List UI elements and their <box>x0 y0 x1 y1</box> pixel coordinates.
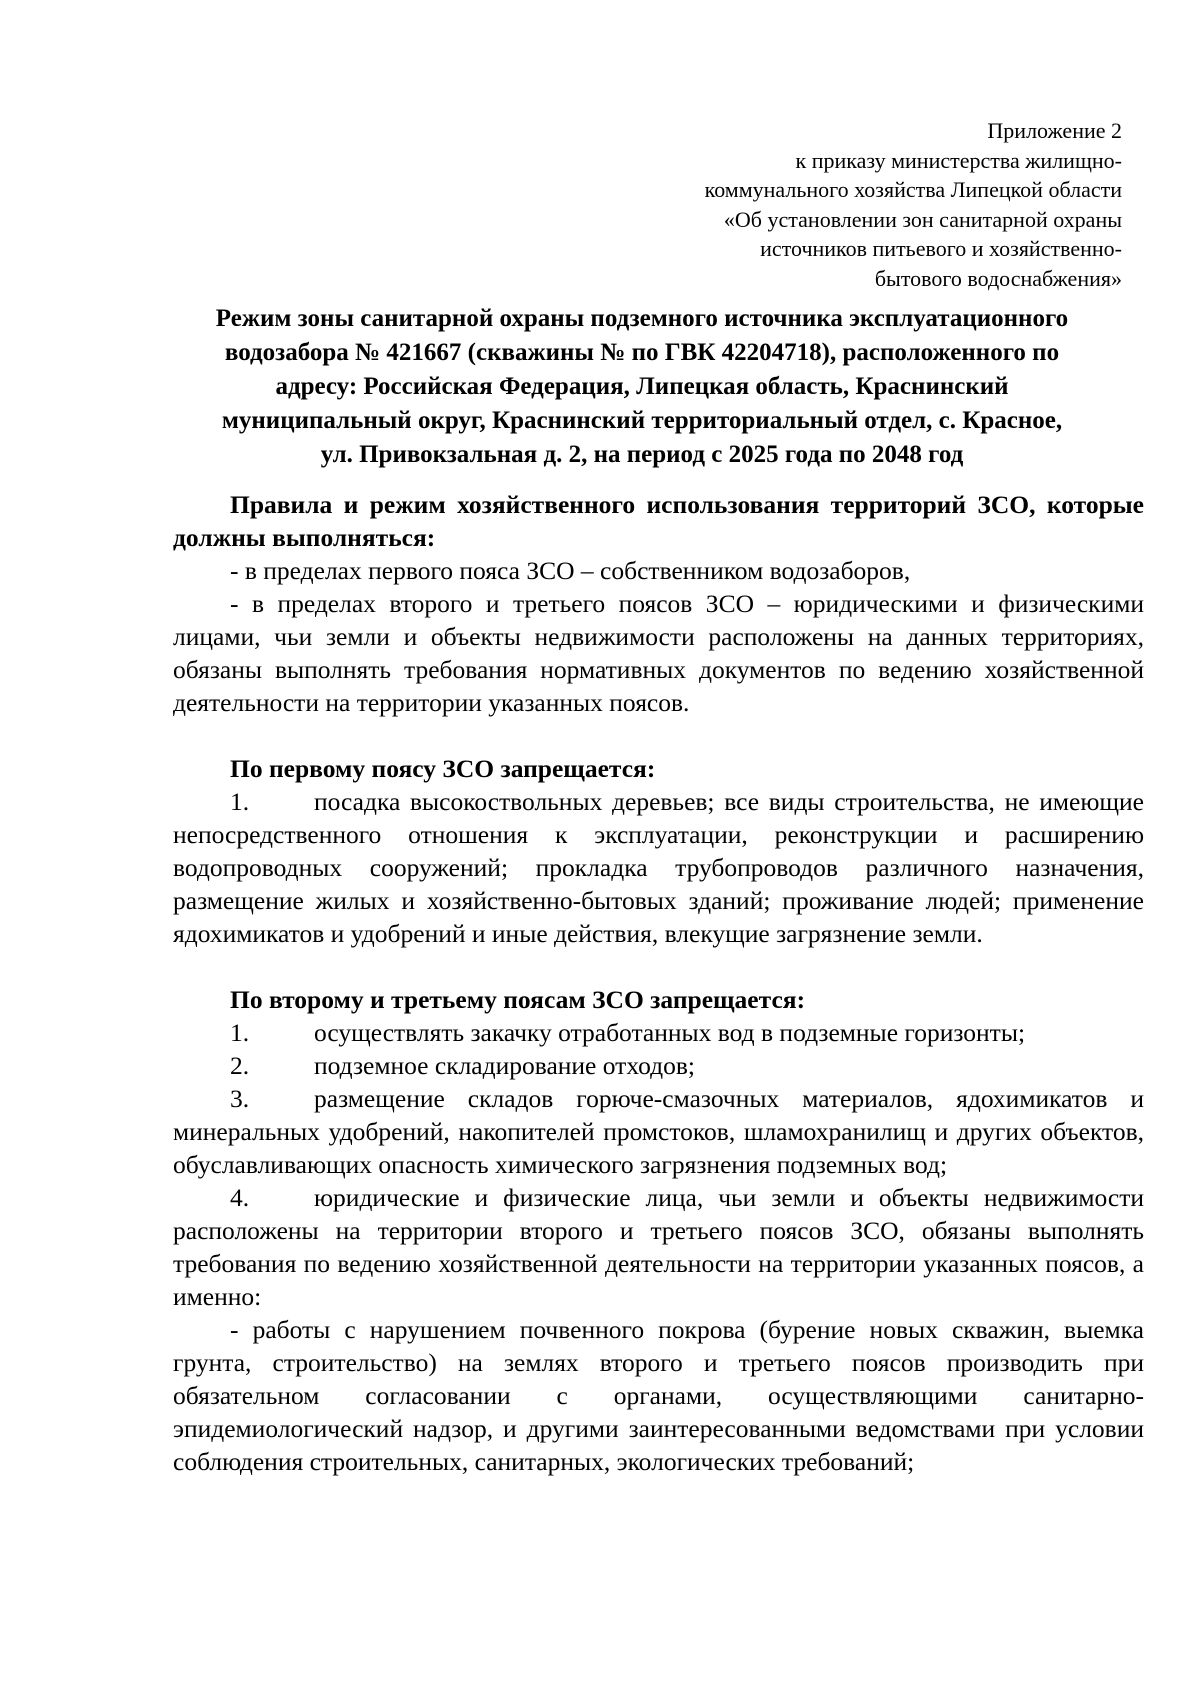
header-line: «Об установлении зон санитарной охраны <box>723 206 1122 232</box>
paragraph-gap <box>173 719 1144 752</box>
item-text: подземное складирование отходов; <box>314 1051 695 1080</box>
belt23-item <box>173 1082 1144 1181</box>
header-line: источников питьевого и хозяйственно- <box>760 236 1122 261</box>
header-line: Приложение 2 <box>987 118 1122 143</box>
title-line: адресу: Российская Федерация, Липецкая область, Краснинский <box>275 373 1009 400</box>
item-number: 1. <box>230 1018 250 1047</box>
belt23-item <box>173 1016 1144 1049</box>
title-line: муниципальный округ, Краснинский территориальный отдел, с. Красное, <box>221 407 1063 434</box>
belt1-heading: По первому поясу ЗСО запрещается: <box>230 754 656 783</box>
item-number: 4. <box>230 1183 250 1212</box>
rules-item: - в пределах первого пояса ЗСО – собственником водозаборов, <box>230 556 911 585</box>
title-line: водозабора № 421667 (скважины № по ГВК 42204718), расположенного по <box>224 339 1060 366</box>
belt23-item <box>173 1049 1144 1082</box>
belt23-subitem: - работы с нарушением почвенного покрова (бурение новых скважин, выемка грунта, строительство) на землях второго и третьего поясов производить при обязательном согласовании с органами, осуществляющими санитарно-эпидемиологический надзор, и другими заинтересованными ведомствами при условии соблюдения строительных, санитарных, экологических требований; <box>173 1315 1144 1476</box>
item-text: осуществлять закачку отработанных вод в подземные горизонты; <box>314 1018 1026 1047</box>
item-number: 1. <box>230 787 250 816</box>
belt1-item <box>173 785 1144 950</box>
appendix-header <box>562 116 1122 293</box>
document-title <box>150 302 1134 472</box>
item-number: 3. <box>230 1084 250 1113</box>
item-text: размещение складов горюче-смазочных материалов, ядохимикатов и минеральных удобрений, накопителей промстоков, шламохранилищ и других объектов, обуславливающих опасность химического загрязнения подземных вод; <box>173 1084 1144 1179</box>
item-text: юридические и физические лица, чьи земли и объекты недвижимости расположены на территории второго и третьего поясов ЗСО, обязаны выполнять требования по ведению хозяйственной деятельности на территории указанных поясов, а именно: <box>173 1183 1144 1311</box>
belt23-item <box>173 1181 1144 1313</box>
item-text: посадка высокоствольных деревьев; все виды строительства, не имеющие непосредственного отношения к эксплуатации, реконструкции и расширению водопроводных сооружений; прокладка трубопроводов различного назначения, размещение жилых и хозяйственно-бытовых зданий; проживание людей; применение ядохимикатов и удобрений и иные действия, влекущие загрязнение земли. <box>173 787 1144 948</box>
header-line: к приказу министерства жилищно- <box>795 147 1122 173</box>
header-line: бытового водоснабжения» <box>874 265 1122 291</box>
item-number: 2. <box>230 1051 250 1080</box>
title-line: Режим зоны санитарной охраны подземного источника эксплуатационного <box>215 305 1069 332</box>
paragraph-gap <box>173 950 1144 983</box>
document-body <box>173 488 1144 1478</box>
rules-item: - в пределах второго и третьего поясов ЗСО – юридическими и физическими лицами, чьи земли и объекты недвижимости расположены на данных территориях, обязаны выполнять требования нормативных документов по ведению хозяйственной деятельности на территории указанных поясов. <box>173 589 1144 717</box>
header-line: коммунального хозяйства Липецкой области <box>704 177 1122 202</box>
title-line: ул. Привокзальная д. 2, на период с 2025 года по 2048 год <box>320 441 964 468</box>
belt23-heading: По второму и третьему поясам ЗСО запрещается: <box>230 985 806 1014</box>
rules-heading: Правила и режим хозяйственного использования территорий ЗСО, которые должны выполняться: <box>173 490 1144 552</box>
